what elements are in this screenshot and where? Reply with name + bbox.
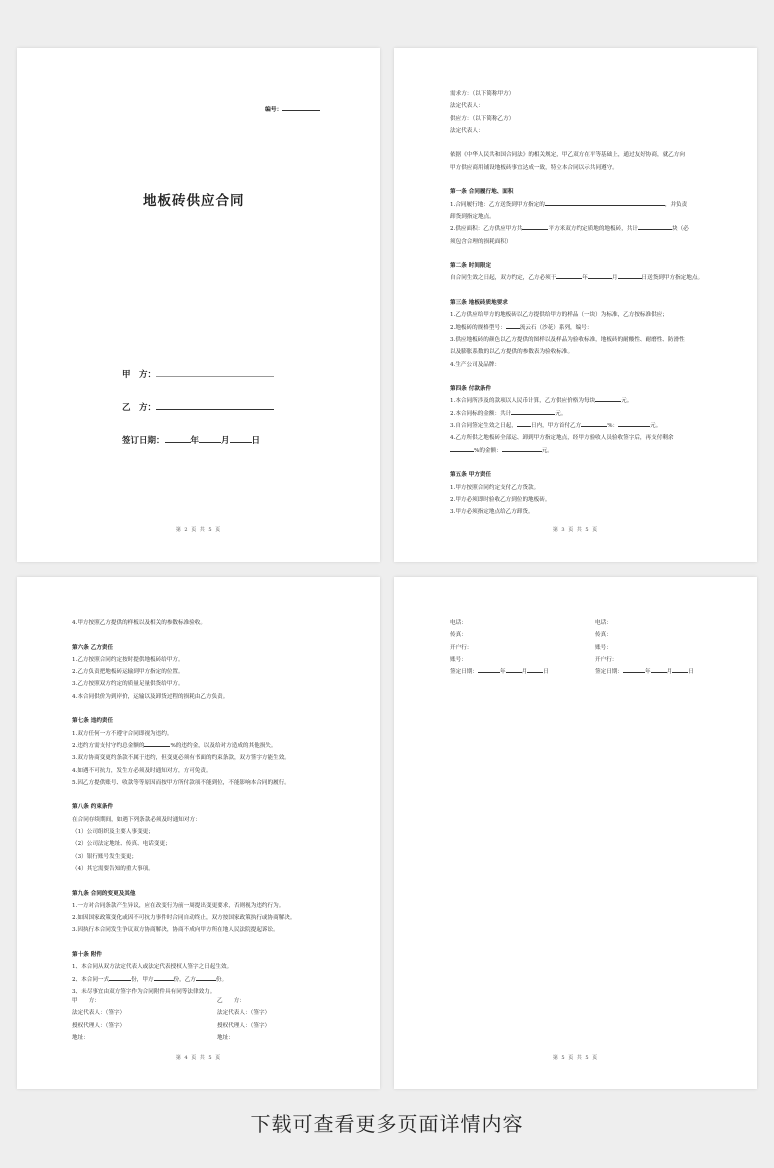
text-line: 2.地板砖的规格型号： 流云石（沙花）系列，编号： xyxy=(450,324,593,331)
text-line: 5.因乙方提供账号、收款等等原因而按甲方所付款项不能到位，不能影响本合同的履行。 xyxy=(72,779,290,786)
page-footer: 第 3 页 共 5 页 xyxy=(552,527,599,533)
text-line: （4）其它需要告知的重大事项。 xyxy=(72,865,154,872)
text-line: 供应方：（以下简称乙方） xyxy=(450,115,515,122)
contact-line: 传真： xyxy=(450,632,467,639)
sign-line: 法定代表人：（签字） xyxy=(72,1010,126,1017)
party-a-field: 甲 方： xyxy=(122,368,274,380)
contact-line: 账号： xyxy=(595,644,612,651)
section-heading: 第七条 违约责任 xyxy=(72,718,114,725)
text-line: 法定代表人： xyxy=(450,127,484,134)
text-line: （2）公司法定地址、传真、电话变更； xyxy=(72,841,171,848)
contact-line: 开户行： xyxy=(595,656,618,663)
text-line: 1.甲方按照合同约定支付乙方货款。 xyxy=(450,484,540,491)
text-line: 2.乙方负责把地板砖运输到甲方指定的位置。 xyxy=(72,669,184,676)
page-2-cover xyxy=(17,48,380,562)
text-line: 4.本合同供价为到岸价，运输以及卸货过程的损耗由乙方负责。 xyxy=(72,693,229,700)
page-4 xyxy=(17,577,380,1089)
text-line: 需求方：（以下简称甲方） xyxy=(450,91,515,97)
text-line: 4.生产公司及品牌： xyxy=(450,361,501,368)
text-line: 2.如因国家政策变化或因不可抗力事件时合同自动终止，双方按国家政策执行或协商解决。 xyxy=(72,915,296,922)
contact-line: 传真： xyxy=(595,632,612,639)
page-5 xyxy=(394,577,757,1089)
page-3-body xyxy=(450,92,710,522)
section-heading: 第六条 乙方责任 xyxy=(72,644,114,651)
text-line: 1.合同履行地：乙方送货到甲方指定的 ，并负责 xyxy=(450,201,688,208)
text-line: 1.乙方供应给甲方的地板砖以乙方提供给甲方的样品（一块）为标准，乙方按标准供应； xyxy=(450,312,668,319)
text-line: 3.供应地板砖的颜色以乙方提供的图样以及样品为验收标准，地板砖的耐酸性、耐磨性、防滑性 xyxy=(450,336,685,343)
contract-number: 编号： xyxy=(265,104,320,113)
section-heading: 第三条 地板砖质地要求 xyxy=(450,300,508,307)
text-line: 以及膨胀系数的以乙方提供的参数表为验收标准。 xyxy=(450,349,574,356)
contact-line: 签定日期： 年 月 日 xyxy=(450,669,549,676)
sign-line: 甲 方： xyxy=(72,998,100,1004)
party-b-field: 乙 方： xyxy=(122,401,274,413)
sign-line: 地址： xyxy=(217,1034,234,1041)
section-heading: 第十条 附件 xyxy=(72,952,102,959)
text-line: 2.甲方必须即时验收乙方到位的地板砖。 xyxy=(450,496,551,503)
text-line: 1.乙方按照合同约定按时提供地板砖给甲方。 xyxy=(72,656,184,663)
contact-left xyxy=(450,621,549,682)
section-heading: 第八条 约束条件 xyxy=(72,804,114,811)
section-heading: 第一条 合同履行地、面积 xyxy=(450,189,514,196)
contact-line: 账号： xyxy=(450,656,467,663)
text-line: 3.甲方必须指定地点给乙方卸货。 xyxy=(450,509,534,516)
sign-line: 乙 方： xyxy=(217,998,245,1004)
page-4-body xyxy=(72,621,332,1002)
text-line: 卸货到指定地点。 xyxy=(450,213,495,220)
text-line: （3）银行账号发生变更； xyxy=(72,853,138,860)
text-line: 4.如遇不可抗力，发生方必须及时通知对方，方可免责。 xyxy=(72,767,212,774)
text-line: 2.供应面积：乙方供应甲方共 平方米双方约定质地的地板砖，共计 块（必 xyxy=(450,226,689,233)
signature-left xyxy=(72,999,125,1048)
text-line: 4.甲方按照乙方提供的样板以及相关的参数标准验收。 xyxy=(72,620,206,626)
download-banner: 下载可查看更多页面详情内容 xyxy=(250,1112,524,1136)
text-line: 2.本合同标的金额：共计 元。 xyxy=(450,410,567,417)
text-line: 1.一方对合同条款产生异议，应在改变行为前一周提出变更要求，否则视为违约行为。 xyxy=(72,902,285,909)
document-title: 地板砖供应合同 xyxy=(143,193,245,209)
text-line: 法定代表人： xyxy=(450,103,484,110)
sign-line: 授权代理人：（签字） xyxy=(217,1022,271,1029)
contact-right xyxy=(595,621,694,682)
section-heading: 第四条 付款条件 xyxy=(450,386,492,393)
text-line: 1、本合同从双方法定代表人或法定代表授权人签字之日起生效。 xyxy=(72,964,233,971)
text-line: 自合同生效之日起，双方约定，乙方必须于 年 月 日送货到甲方指定地点。 xyxy=(450,275,704,282)
page-footer: 第 5 页 共 5 页 xyxy=(552,1055,599,1061)
section-heading: 第二条 时间限定 xyxy=(450,263,492,270)
contact-line: 电话： xyxy=(450,620,467,626)
text-line: （1）公司组织及主要人事变更； xyxy=(72,829,154,836)
text-line: 2、本合同一式 份，甲方 份，乙方 份。 xyxy=(72,976,228,983)
contact-line: 电话： xyxy=(595,620,612,626)
signature-right xyxy=(217,999,270,1048)
text-line: 在合同存续期间，如遇下列条款必须及时通知对方： xyxy=(72,816,201,823)
text-line: 3.双方协商变更约条款不属于违约，但变更必须有书面的约束条款，双方签字方能生效。 xyxy=(72,755,290,762)
page-footer: 第 4 页 共 5 页 xyxy=(175,1055,222,1061)
text-line: 须包含合理的损耗面积） xyxy=(450,238,512,245)
text-line: 1.本合同所涉及的款项以人民币计算，乙方供应价格为每块 元。 xyxy=(450,398,633,405)
sign-date-field: 签订日期： 年 月 日 xyxy=(122,436,261,446)
contact-line: 签定日期： 年 月 日 xyxy=(595,669,694,676)
sign-line: 授权代理人：（签字） xyxy=(72,1022,126,1029)
text-line: 4.乙方所供之地板砖全部运、卸到甲方指定地点，经甲方验收人员验收签字后，再支付剩余 xyxy=(450,435,674,442)
sign-line: 法定代表人：（签字） xyxy=(217,1010,271,1017)
text-line: %的金额： 元。 xyxy=(450,449,710,461)
text-line: 3、未尽事宜由双方签字作为合同附件具有同等法律效力。 xyxy=(72,988,216,995)
contact-line: 开户行： xyxy=(450,644,473,651)
text-line: 甲方供应商用铺设地板砖事宜达成一致，特立本合同以示共同遵守。 xyxy=(450,164,618,171)
text-line: 1.双方任何一方不遵守合同即视为违约。 xyxy=(72,730,173,737)
text-line: 3.自合同签定生效之日起， 日内，甲方首付乙方 %： 元。 xyxy=(450,423,662,430)
text-line: 3.因执行本合同发生争议双方协商解决，协商不成向甲方所在地人民法院提起诉讼。 xyxy=(72,927,279,934)
text-line: 3.乙方按照双方约定的质量足量供货给甲方。 xyxy=(72,681,184,688)
page-footer: 第 2 页 共 5 页 xyxy=(175,527,222,533)
section-heading: 第九条 合同的变更及其他 xyxy=(72,890,136,897)
section-heading: 第五条 甲方责任 xyxy=(450,472,492,479)
sign-line: 地址： xyxy=(72,1034,89,1041)
text-line: 2.违约方需支付守约总金额的 %的违约金，以及给对方造成的其他损失。 xyxy=(72,742,277,749)
text-line: 依据《中华人民共和国合同法》的相关规定，甲乙双方在平等基础上，通过友好协商，就乙方向 xyxy=(450,152,685,159)
page-3 xyxy=(394,48,757,562)
